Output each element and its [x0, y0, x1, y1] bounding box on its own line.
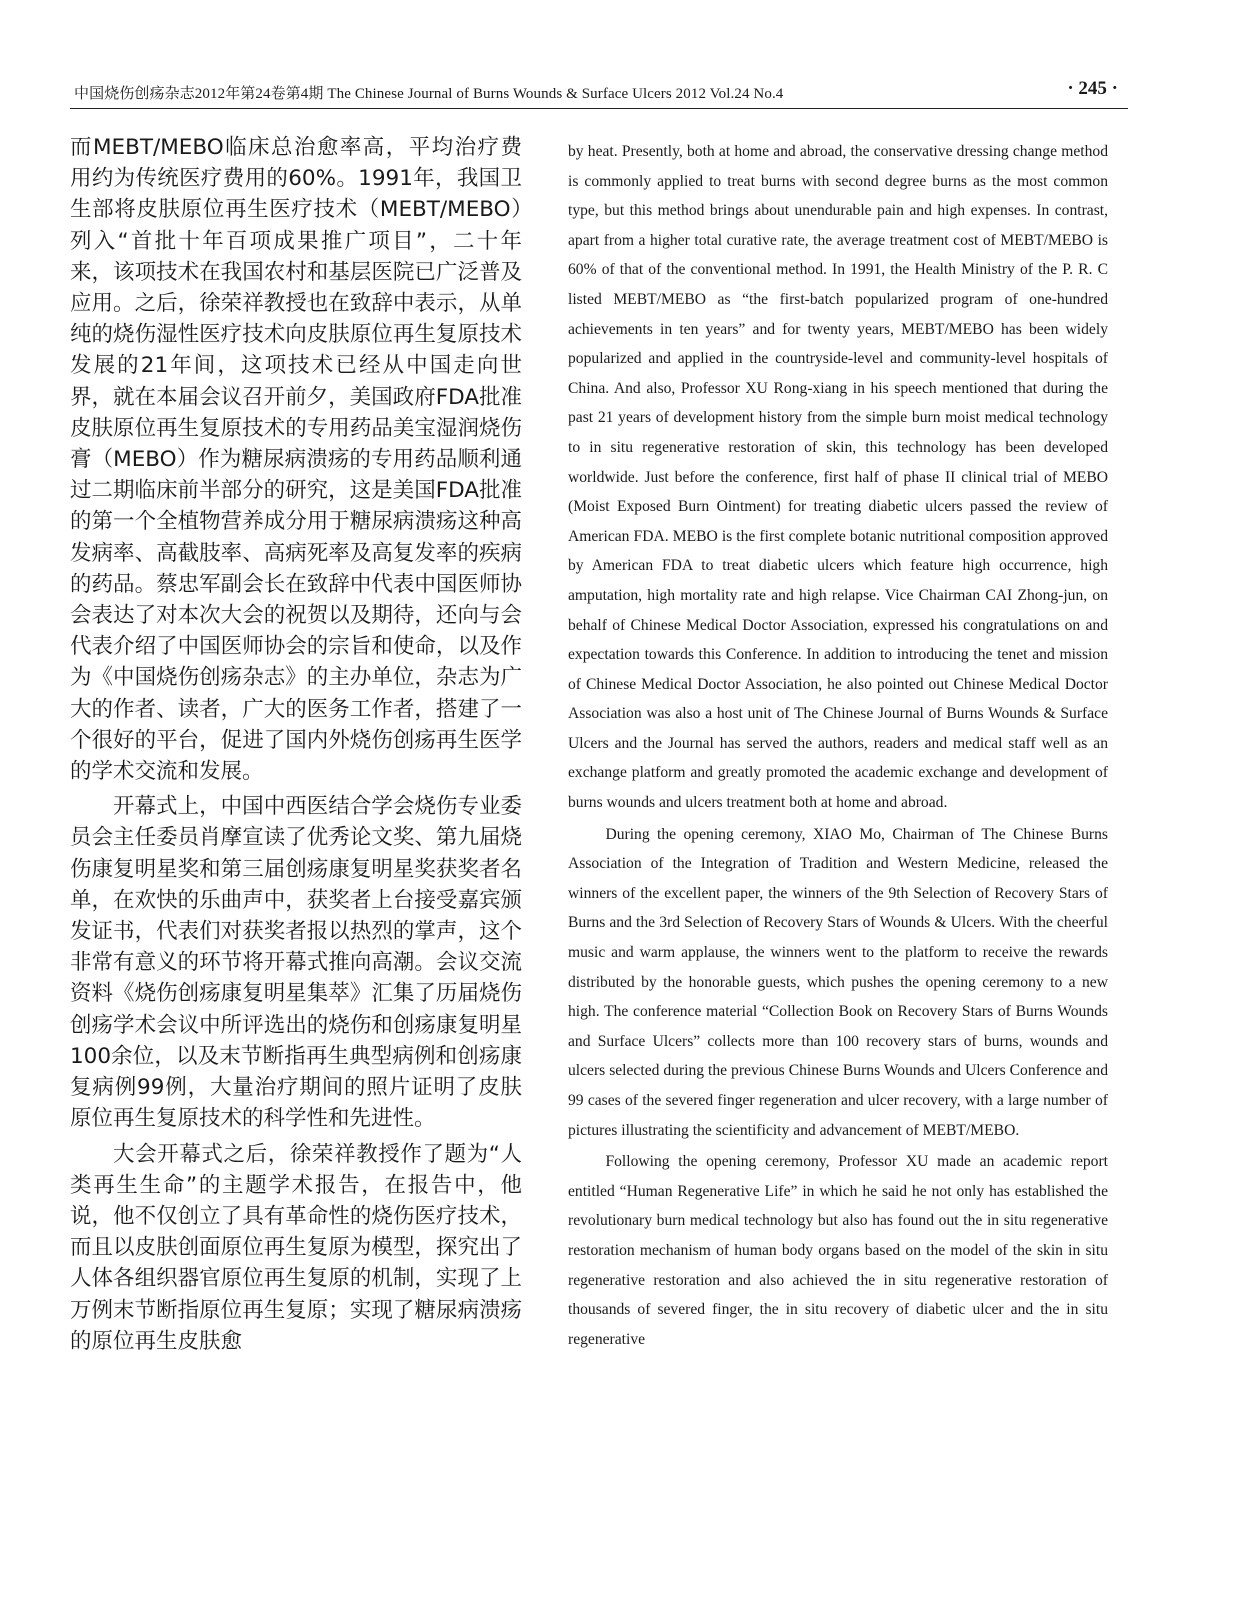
- journal-citation-line: 中国烧伤创疡杂志2012年第24卷第4期 The Chinese Journal of Burns Wounds & Surface Ulcers 2012 Vol.24 No.4: [74, 86, 784, 102]
- chinese-paragraph: 而MEBT/MEBO临床总治愈率高，平均治疗费用约为传统医疗费用的60%。1991年，我国卫生部将皮肤原位再生医疗技术（MEBT/MEBO）列入“首批十年百项成果推广项目”，二十年来，该项技术在我国农村和基层医院已广泛普及应用。之后，徐荣祥教授也在致辞中表示，从单纯的烧伤湿性医疗技术向皮肤原位再生复原技术发展的21年间，这项技术已经从中国走向世界，就在本届会议召开前夕，美国政府FDA批准皮肤原位再生复原技术的专用药品美宝湿润烧伤膏（MEBO）作为糖尿病溃疡的专用药品顺利通过二期临床前半部分的研究，这是美国FDA批准的第一个全植物营养成分用于糖尿病溃疡这种高发病率、高截肢率、高病死率及高复发率的疾病的药品。蔡忠军副会长在致辞中代表中国医师协会表达了对本次大会的祝贺以及期待，还向与会代表介绍了中国医师协会的宗旨和使命，以及作为《中国烧伤创疡杂志》的主办单位，杂志为广大的作者、读者，广大的医务工作者，搭建了一个很好的平台，促进了国内外烧伤创疡再生医学的学术交流和发展。: [70, 135, 522, 785]
- page-number: · 245 ·: [1067, 78, 1118, 99]
- english-text-column: [568, 137, 1108, 1354]
- english-paragraph: by heat. Presently, both at home and abroad, the conservative dressing change method is commonly applied to treat burns with second degree burns as the most common type, but this method brings about unendurable pain and high expenses. In contrast, apart from a higher total curative rate, the average treatment cost of MEBT/MEBO is 60% of that of the conventional method. In 1991, the Health Ministry of the P. R. C listed MEBT/MEBO as “the first-batch popularized program of one-hundred achievements in ten years” and for twenty years, MEBT/MEBO has been widely popularized and applied in the countryside-level and community-level hospitals of China. And also, Professor XU Rong-xiang in his speech mentioned that during the past 21 years of development history from the simple burn moist medical technology to in situ regenerative restoration of skin, this technology has been developed worldwide. Just before the conference, first half of phase II clinical trial of MEBO (Moist Exposed Burn Ointment) for treating diabetic ulcers passed the review of American FDA. MEBO is the first complete botanic nutritional composition approved by American FDA to treat diabetic ulcers which feature high occurrence, high amputation, high mortality rate and high relapse. Vice Chairman CAI Zhong-jun, on behalf of Chinese Medical Doctor Association, expressed his congratulations on and expectation towards this Conference. In addition to introducing the tenet and mission of Chinese Medical Doctor Association, he also pointed out Chinese Medical Doctor Association was also a host unit of The Chinese Journal of Burns Wounds & Surface Ulcers and the Journal has served the authors, readers and medical staff well as an exchange platform and greatly promoted the academic exchange and development of burns wounds and ulcers treatment both at home and abroad.: [568, 143, 1108, 812]
- chinese-text-column: [70, 132, 522, 1357]
- chinese-paragraph: 开幕式上，中国中西医结合学会烧伤专业委员会主任委员肖摩宣读了优秀论文奖、第九届烧伤康复明星奖和第三届创疡康复明星奖获奖者名单，在欢快的乐曲声中，获奖者上台接受嘉宾颁发证书，代表们对获奖者报以热烈的掌声，这个非常有意义的环节将开幕式推向高潮。会议交流资料《烧伤创疡康复明星集萃》汇集了历届烧伤创疡学术会议中所评选出的烧伤和创疡康复明星100余位，以及末节断指再生典型病例和创疡康复病例99例，大量治疗期间的照片证明了皮肤原位再生复原技术的科学性和先进性。: [70, 794, 522, 1132]
- running-header: [70, 80, 1128, 109]
- english-paragraph: During the opening ceremony, XIAO Mo, Chairman of The Chinese Burns Association of the Integration of Tradition and Western Medicine, released the winners of the excellent paper, the winners of the 9th Selection of Recovery Stars of Burns and the 3rd Selection of Recovery Stars of Wounds & Ulcers. With the cheerful music and warm applause, the winners went to the platform to receive the rewards distributed by the honorable guests, which pushes the opening ceremony to a new high. The conference material “Collection Book on Recovery Stars of Burns Wounds and Surface Ulcers” collects more than 100 recovery stars of burns, wounds and ulcers selected during the previous Chinese Burns Wounds and Ulcers Conference and 99 cases of the severed finger regeneration and ulcer recovery, with a large number of pictures illustrating the scientificity and advancement of MEBT/MEBO.: [568, 825, 1108, 1139]
- english-paragraph: Following the opening ceremony, Professor XU made an academic report entitled “Human Regenerative Life” in which he said he not only has established the revolutionary burn medical technology but also has found out the in situ regenerative restoration mechanism of human body organs based on the model of the skin in situ regenerative restoration and also achieved the in situ regenerative restoration of thousands of severed finger, the in situ recovery of diabetic ulcer and the in situ regenerative: [568, 1153, 1108, 1348]
- chinese-paragraph: 大会开幕式之后，徐荣祥教授作了题为“人类再生生命”的主题学术报告，在报告中，他说，他不仅创立了具有革命性的烧伤医疗技术，而且以皮肤创面原位再生复原为模型，探究出了人体各组织器官原位再生复原的机制，实现了上万例末节断指原位再生复原；实现了糖尿病溃疡的原位再生皮肤愈: [70, 1141, 522, 1354]
